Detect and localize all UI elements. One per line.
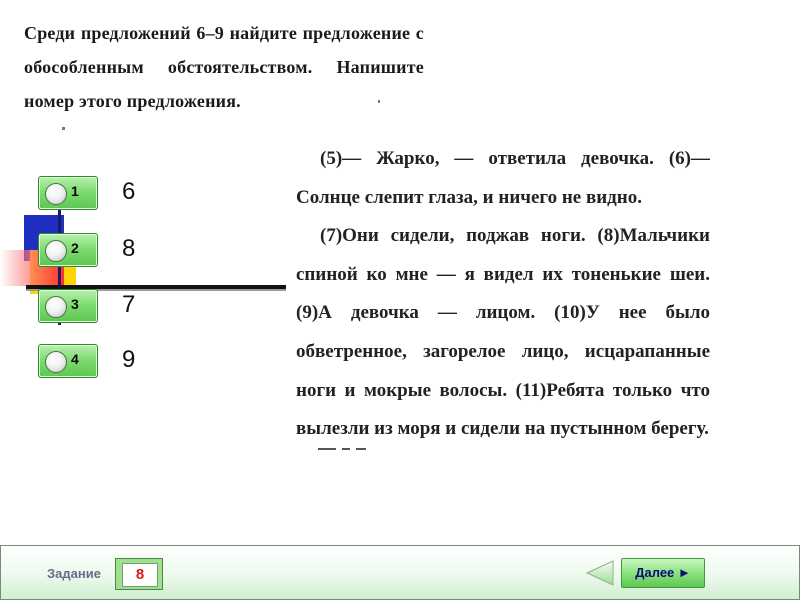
task-label: Задание	[47, 566, 101, 581]
speck	[62, 127, 65, 130]
bottom-navigation-bar	[0, 545, 800, 600]
option-number: 1	[71, 183, 79, 199]
back-arrow-icon[interactable]	[585, 560, 615, 586]
option-value: 6	[122, 178, 136, 205]
passage-text	[296, 140, 710, 452]
option-number: 3	[71, 296, 79, 312]
radio-icon[interactable]	[45, 240, 67, 262]
task-number: 8	[122, 563, 158, 587]
passage-paragraph-2: (7)Они сидели, поджав ноги. (8)Мальчики спиной ко мне — я видел их тоненькие шеи. (9)А девочка — лицом. (10)У нее было обветренное, загорелое лицо, исцарапанные ноги и мокрые волосы. (11)Ребята только что вылезли из моря и сидели на пустынном берегу.	[296, 225, 710, 440]
option-button[interactable]	[38, 289, 98, 323]
question-text: Среди предложений 6–9 найдите предложение с обособленным обстоятельством. Напишите номер этого предложения.	[24, 23, 424, 111]
option-button[interactable]	[38, 176, 98, 210]
radio-icon[interactable]	[45, 183, 67, 205]
option-value: 8	[122, 235, 136, 262]
next-button[interactable]: Далее ►	[621, 558, 705, 588]
option-button[interactable]	[38, 233, 98, 267]
option-number: 2	[71, 240, 79, 256]
option-number: 4	[71, 351, 79, 367]
passage-cut-line	[318, 444, 388, 452]
answer-option-4[interactable]	[38, 344, 146, 378]
option-value: 7	[122, 291, 136, 318]
answer-option-3[interactable]	[38, 289, 146, 323]
answer-option-2[interactable]	[38, 233, 146, 267]
radio-icon[interactable]	[45, 351, 67, 373]
answer-option-1[interactable]	[38, 176, 146, 210]
speck	[378, 100, 380, 103]
option-value: 9	[122, 346, 136, 373]
option-button[interactable]	[38, 344, 98, 378]
passage-paragraph-1: (5)— Жарко, — ответила девочка. (6)— Солнце слепит глаза, и ничего не видно.	[296, 148, 710, 208]
radio-icon[interactable]	[45, 296, 67, 318]
task-number-box	[115, 558, 163, 590]
